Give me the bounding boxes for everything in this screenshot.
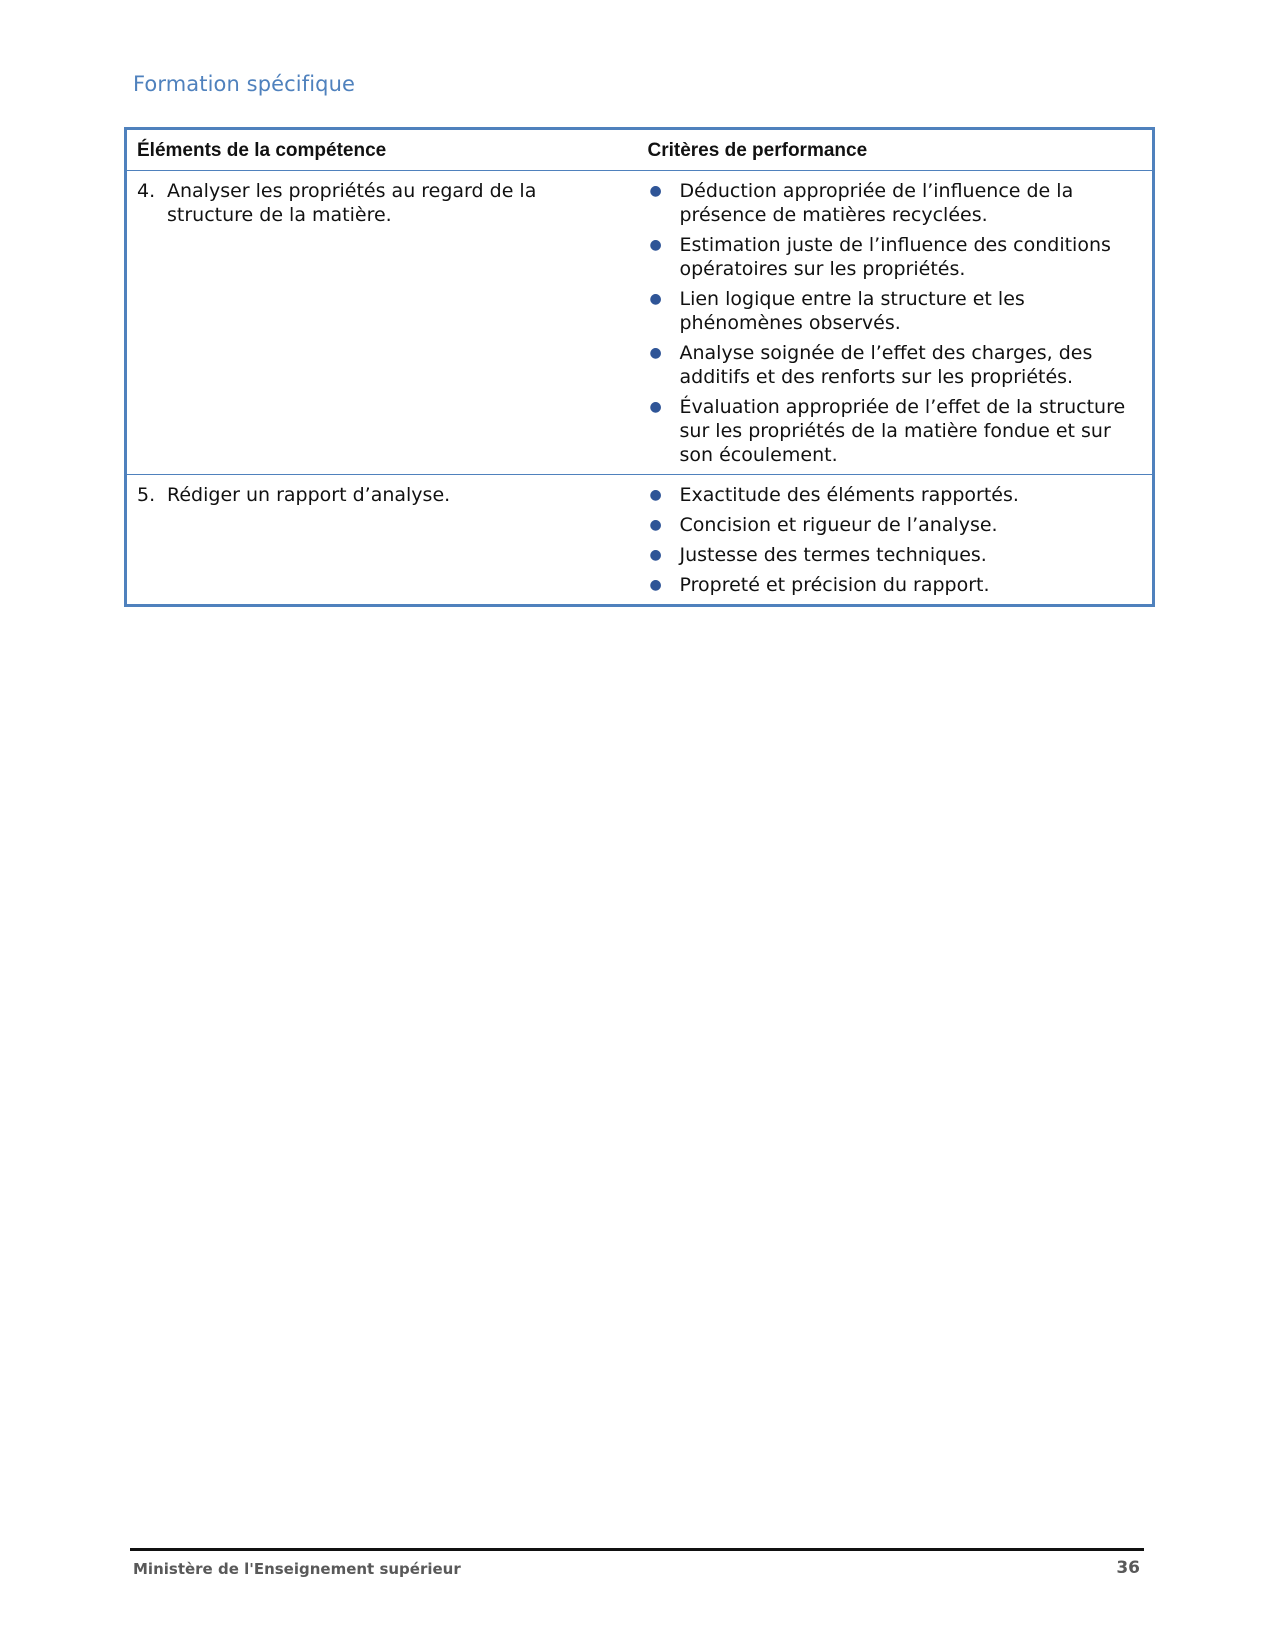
bullet-icon: ●: [649, 237, 662, 253]
criteria-list: [648, 483, 1143, 597]
table-row: [126, 475, 1154, 606]
bullet-icon: ●: [649, 291, 662, 307]
list-item: [648, 573, 1143, 597]
element-number: 4.: [137, 180, 156, 202]
list-item: [648, 233, 1143, 281]
element-item: [137, 179, 628, 227]
element-cell: [126, 171, 638, 475]
bullet-icon: ●: [649, 183, 662, 199]
criterion-text: Déduction appropriée de l’influence de la présence de matières recyclées.: [679, 180, 1074, 226]
criterion-text: Estimation juste de l’influence des conditions opératoires sur les propriétés.: [679, 234, 1111, 280]
criteria-cell: [638, 171, 1154, 475]
element-number: 5.: [137, 484, 156, 506]
criterion-text: Propreté et précision du rapport.: [679, 574, 990, 596]
list-item: [648, 395, 1143, 467]
criterion-text: Exactitude des éléments rapportés.: [679, 484, 1019, 506]
element-cell: [126, 475, 638, 606]
element-item: [137, 483, 628, 507]
criterion-text: Évaluation appropriée de l’effet de la structure sur les propriétés de la matière fondue et sur son écoulement.: [679, 396, 1126, 466]
table-header-row: [126, 129, 1154, 171]
section-title: Formation spécifique: [133, 72, 356, 96]
col-header-criteria: Critères de performance: [638, 129, 1154, 171]
footer-rule: [130, 1548, 1144, 1551]
list-item: [648, 513, 1143, 537]
criterion-text: Analyse soignée de l’effet des charges, des additifs et des renforts sur les propriétés.: [679, 342, 1093, 388]
list-item: [648, 543, 1143, 567]
table-row: [126, 171, 1154, 475]
bullet-icon: ●: [649, 577, 662, 593]
footer-ministry: Ministère de l'Enseignement supérieur: [133, 1560, 461, 1578]
col-header-elements: Éléments de la compétence: [126, 129, 638, 171]
bullet-icon: ●: [649, 547, 662, 563]
criterion-text: Lien logique entre la structure et les phénomènes observés.: [679, 288, 1025, 334]
element-text: Analyser les propriétés au regard de la structure de la matière.: [167, 180, 537, 226]
competence-table: [124, 127, 1155, 607]
criterion-text: Justesse des termes techniques.: [679, 544, 987, 566]
bullet-icon: ●: [649, 487, 662, 503]
criterion-text: Concision et rigueur de l’analyse.: [679, 514, 998, 536]
bullet-icon: ●: [649, 517, 662, 533]
bullet-icon: ●: [649, 345, 662, 361]
list-item: [648, 483, 1143, 507]
bullet-icon: ●: [649, 399, 662, 415]
criteria-cell: [638, 475, 1154, 606]
list-item: [648, 179, 1143, 227]
criteria-list: [648, 179, 1143, 467]
element-text: Rédiger un rapport d’analyse.: [167, 484, 451, 506]
list-item: [648, 341, 1143, 389]
list-item: [648, 287, 1143, 335]
page-number: 36: [1116, 1558, 1140, 1578]
